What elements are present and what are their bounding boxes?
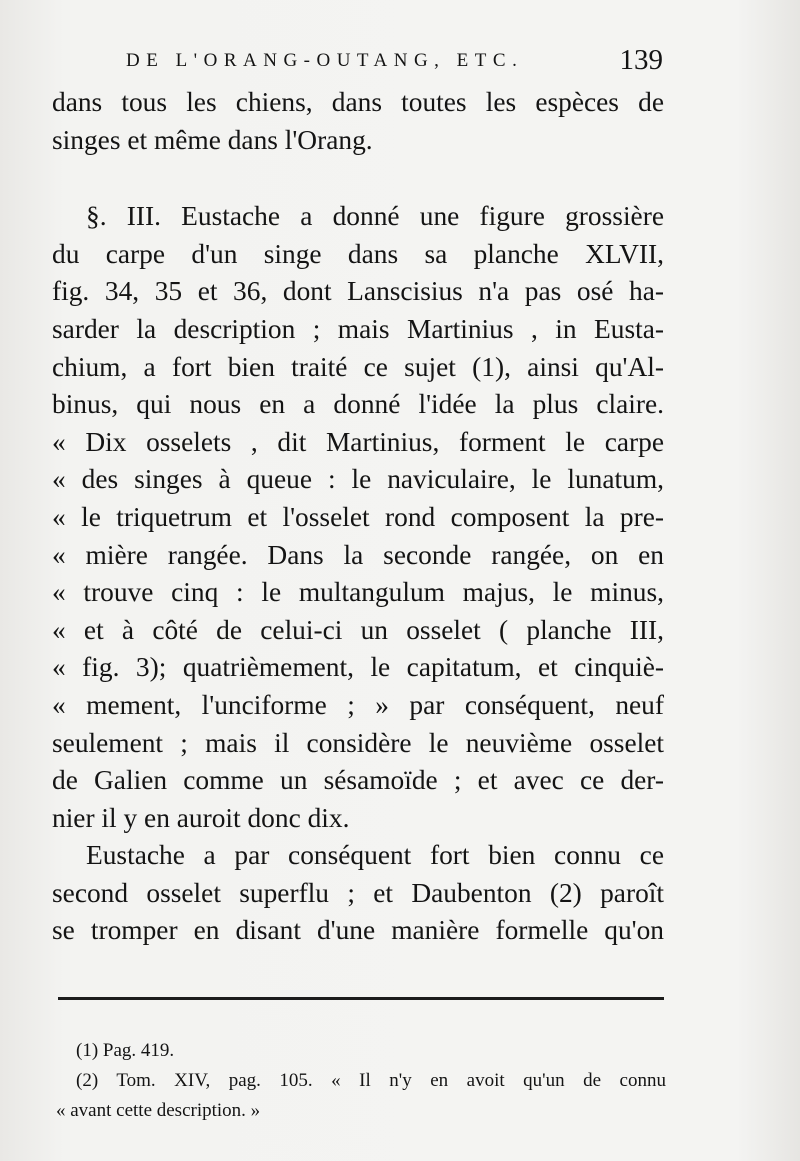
running-title: DE L'ORANG-OUTANG, ETC. — [126, 50, 524, 71]
text-line: de Galien comme un sésamoïde ; et avec ce der- — [52, 765, 664, 796]
text-line: §. III. Eustache a donné une figure grossière — [86, 201, 664, 232]
text-line: chium, a fort bien traité ce sujet (1), ainsi qu'Al- — [52, 351, 664, 382]
text-line: « et à côté de celui-ci un osselet ( planche III, — [52, 614, 664, 645]
text-line: dans tous les chiens, dans toutes les espèces de — [52, 87, 664, 117]
text-line: « mière rangée. Dans la seconde rangée, on en — [52, 539, 664, 570]
text-line: nier il y en auroit donc dix. — [52, 802, 350, 833]
text-line: « fig. 3); quatrièmement, le capitatum, et cinquiè- — [52, 652, 664, 683]
footnote-1: (1) Pag. 419. — [76, 1040, 175, 1061]
text-line: « le triquetrum et l'osselet rond composent la pre- — [52, 501, 664, 532]
text-line: second osselet superflu ; et Daubenton (2) paroît — [52, 877, 664, 908]
page-header — [48, 44, 663, 84]
footnote-2-continuation: « avant cette description. » — [56, 1100, 261, 1121]
text-line: « mement, l'unciforme ; » par conséquent, neuf — [52, 689, 664, 720]
text-line: seulement ; mais il considère le neuvième osselet — [52, 727, 664, 758]
page-number: 139 — [619, 44, 663, 76]
text-line: se tromper en disant d'une manière formelle qu'on — [52, 915, 664, 946]
text-line: du carpe d'un singe dans sa planche XLVII, — [52, 238, 664, 269]
paragraph-gap — [52, 159, 664, 198]
text-line: Eustache a par conséquent fort bien connu ce — [86, 840, 664, 871]
body-text — [52, 84, 664, 950]
footnote-rule — [58, 997, 664, 1000]
text-line: « des singes à queue : le naviculaire, le lunatum, — [52, 464, 664, 495]
text-line: singes et même dans l'Orang. — [52, 124, 373, 155]
text-line: sarder la description ; mais Martinius , in Eusta- — [52, 313, 664, 344]
footnote-2: (2) Tom. XIV, pag. 105. « Il n'y en avoit qu'un de connu — [76, 1070, 666, 1091]
text-line: « trouve cinq : le multangulum majus, le minus, — [52, 577, 664, 608]
text-line: « Dix osselets , dit Martinius, forment le carpe — [52, 426, 664, 457]
text-line: binus, qui nous en a donné l'idée la plus claire. — [52, 389, 664, 420]
text-line: fig. 34, 35 et 36, dont Lanscisius n'a pas osé ha- — [52, 276, 664, 307]
footnotes — [56, 1036, 666, 1126]
